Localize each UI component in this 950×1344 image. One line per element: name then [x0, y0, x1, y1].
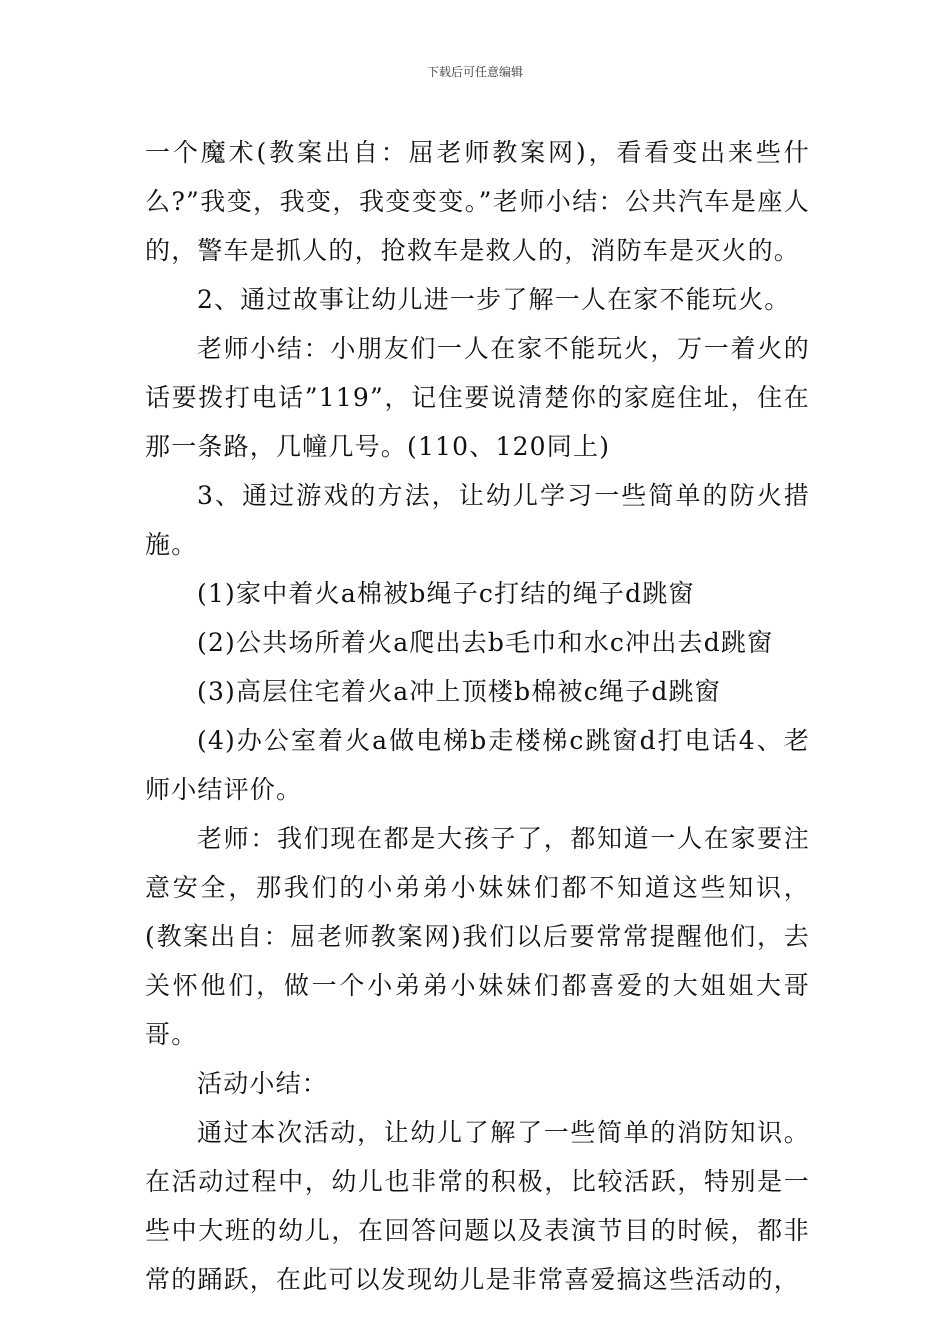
- paragraph: 一个魔术(教案出自：屈老师教案网)，看看变出来些什么?”我变，我变，我变变变。”老师小结：公共汽车是座人的，警车是抓人的，抢救车是救人的，消防车是灭火的。: [145, 138, 810, 265]
- paragraph: (2)公共场所着火a爬出去b毛巾和水c冲出去d跳窗: [197, 628, 774, 657]
- paragraph: (3)高层住宅着火a冲上顶楼b棉被c绳子d跳窗: [197, 677, 721, 706]
- page-header: 下载后可任意编辑: [426, 65, 523, 79]
- document-body: [145, 128, 810, 1304]
- paragraph: (1)家中着火a棉被b绳子c打结的绳子d跳窗: [197, 579, 695, 608]
- paragraph: 老师：我们现在都是大孩子了，都知道一人在家要注意安全，那我们的小弟弟小妹妹们都不知道这些知识，(教案出自：屈老师教案网)我们以后要常常提醒他们，去关怀他们，做一个小弟弟小妹妹们都喜爱的大姐姐大哥哥。: [145, 824, 810, 1049]
- paragraph: 2、通过故事让幼儿进一步了解一人在家不能玩火。: [197, 285, 791, 314]
- paragraph: (4)办公室着火a做电梯b走楼梯c跳窗d打电话4、老师小结评价。: [145, 726, 810, 804]
- paragraph: 老师小结：小朋友们一人在家不能玩火，万一着火的话要拨打电话”119”，记住要说清楚你的家庭住址，住在那一条路，几幢几号。(110、120同上): [145, 334, 810, 461]
- paragraph: 活动小结：: [197, 1069, 329, 1098]
- paragraph: 3、通过游戏的方法，让幼儿学习一些简单的防火措施。: [145, 481, 810, 559]
- paragraph: 通过本次活动，让幼儿了解了一些简单的消防知识。在活动过程中，幼儿也非常的积极，比较活跃，特别是一些中大班的幼儿，在回答问题以及表演节目的时候，都非常的踊跃，在此可以发现幼儿是非常喜爱搞这些活动的，: [145, 1118, 810, 1294]
